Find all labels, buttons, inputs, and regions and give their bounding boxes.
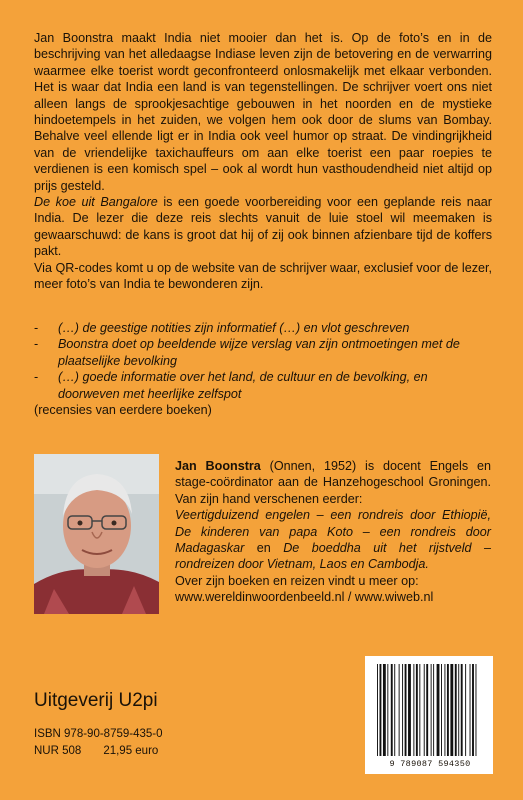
back-cover-blurb — [34, 30, 492, 293]
review-quote: - (…) de geestige notities zijn informatief (…) en vlot geschreven — [34, 321, 410, 335]
barcode-number: 9 789087 594350 — [389, 759, 471, 769]
book-metadata — [34, 726, 163, 760]
review-quote: - (…) goede informatie over het land, de cultuur en de bevolking, en doorweven met heerlijke zelfspot — [34, 370, 428, 401]
publisher-name: Uitgeverij U2pi — [34, 690, 158, 711]
author-intro: Jan Boonstra (Onnen, 1952) is docent Engels en stage-coördinator aan de Hanzehogeschool Groningen. Van zijn hand verschenen eerder: — [175, 459, 491, 506]
review-quote: - Boonstra doet op beeldende wijze verslag van zijn ontmoetingen met de plaatselijke bevolking — [34, 337, 460, 368]
blurb-paragraph-1: Jan Boonstra maakt India niet mooier dan het is. Op de foto’s en in de beschrijving van het alledaagse Indiase leven zijn de betovering en de verwarring waarmee elke toerist wordt geconfronteerd onlosmakelijk met elkaar verbonden. Het is waar dat India een land is van tegenstellingen. De schrijver voert ons niet alleen langs de sprookjesachtige gebouwen in het noorden en de mystieke hindoetempels in het zuiden, we volgen hem ook door de slums van Bombay. Behalve veel ellende ligt er in India ook veel humor op straat. De vindingrijkheid van de vriendelijke taxichauffeurs om aan elke toerist een paar roepies te verdienen is een komisch spel – ook al wordt hun vasthoudendheid niet altijd op prijs gesteld. — [34, 31, 492, 193]
barcode-bars — [365, 656, 493, 774]
book-title: De koe uit Bangalore — [34, 195, 158, 210]
review-source: (recensies van eerdere boeken) — [34, 403, 212, 418]
author-books: Veertigduizend engelen – een rondreis door Ethiopië, De kinderen van papa Koto – een rondreis door Madagaskar en De boeddha uit het rijstveld – rondreizen door Vietnam, Laos en Cambodja. — [175, 508, 492, 572]
author-bio — [175, 458, 491, 606]
author-websites: www.wereldinwoordenbeeld.nl / www.wiweb.nl — [175, 590, 434, 605]
nur: NUR 508 — [34, 745, 82, 757]
barcode — [365, 656, 493, 774]
isbn: ISBN 978-90-8759-435-0 — [34, 728, 163, 740]
author-photo — [34, 454, 159, 614]
blurb-paragraph-2-text: is een goede voorbereiding voor een geplande reis naar India. De lezer die deze reis slechts vanuit de luie stoel wil meemaken is gewaarschuwd: de kans is groot dat hij of zij ook binnen afzienbare tijd de koffers pakt. — [34, 195, 492, 259]
author-name: Jan Boonstra — [175, 459, 261, 473]
review-quotes — [34, 320, 484, 418]
author-more: Over zijn boeken en reizen vindt u meer op: — [175, 573, 419, 588]
blurb-paragraph-3: Via QR-codes komt u op de website van de schrijver waar, exclusief voor de lezer, meer foto’s van India te bewonderen zijn. — [34, 260, 492, 292]
price: 21,95 euro — [103, 745, 159, 757]
nur-price-line — [34, 743, 163, 760]
blurb-paragraph-2 — [34, 194, 492, 260]
